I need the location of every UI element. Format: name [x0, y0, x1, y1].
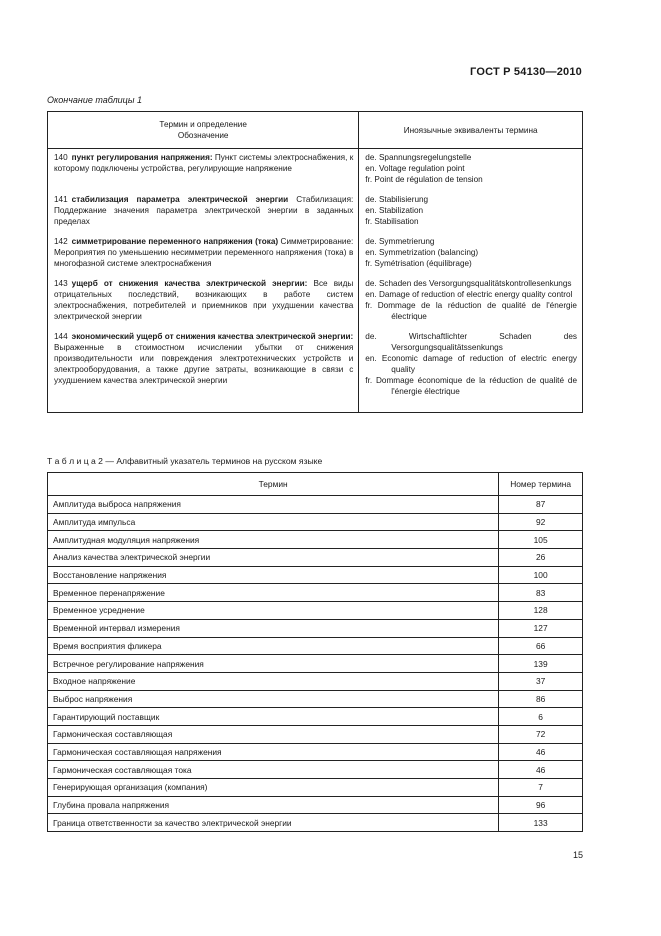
table-row	[48, 796, 583, 814]
table2-caption: Т а б л и ц а 2 — Алфавитный указатель терминов на русском языке	[47, 456, 323, 466]
header-term-line2: Обозначение	[177, 131, 229, 140]
page-number: 15	[572, 850, 583, 860]
table2-header-term: Термин	[48, 473, 499, 496]
table-row	[48, 761, 583, 779]
index-term-number: 127	[499, 619, 583, 637]
term-definition: Симметрирование: Мероприятия по уменьшению несимметрии переменного напряжения (тока) в многофазной системе электроснабжения	[54, 237, 354, 268]
document-code: ГОСТ Р 54130—2010	[470, 66, 582, 78]
equivalent-term: de. Symmetrierung	[365, 237, 435, 246]
index-term: Временной интервал измерения	[48, 619, 499, 637]
table-row	[48, 690, 583, 708]
equivalent-term: en. Stabilization	[365, 206, 424, 215]
index-term: Глубина провала напряжения	[48, 796, 499, 814]
table-row	[48, 619, 583, 637]
table-row	[48, 602, 583, 620]
table-row	[48, 655, 583, 673]
equivalent-term: fr. Symétrisation (équilibrage)	[365, 259, 472, 268]
table-row	[48, 814, 583, 832]
index-term: Амплитудная модуляция напряжения	[48, 531, 499, 549]
index-term-number: 128	[499, 602, 583, 620]
table-row	[48, 496, 583, 514]
table-row	[48, 725, 583, 743]
table-row	[48, 708, 583, 726]
term-entry	[54, 331, 353, 397]
index-term: Временное перенапряжение	[48, 584, 499, 602]
equivalent-term: fr. Dommage de la réduction de qualité de l'énergie électrique	[365, 301, 577, 321]
equivalent-term: fr. Point de régulation de tension	[365, 175, 483, 184]
index-term-number: 6	[499, 708, 583, 726]
equivalent-term: de. Stabilisierung	[365, 195, 429, 204]
index-term: Восстановление напряжения	[48, 566, 499, 584]
terms-column	[48, 149, 359, 413]
term-definition: Стабилизация: Поддержание значения параметра электрической энергии в заданных пределах	[54, 195, 354, 226]
index-term: Амплитуда импульса	[48, 513, 499, 531]
index-term: Гармоническая составляющая напряжения	[48, 743, 499, 761]
equivalent-term: en. Voltage regulation point	[365, 164, 465, 173]
index-term: Амплитуда выброса напряжения	[48, 496, 499, 514]
index-term-number: 46	[499, 761, 583, 779]
terms-definitions-table	[47, 111, 583, 413]
index-term: Временное усреднение	[48, 602, 499, 620]
term-name: ущерб от снижения качества электрической энергии:	[71, 279, 308, 288]
header-term-line1: Термин и определение	[159, 120, 247, 129]
table1-header-equivalents: Иноязычные эквиваленты термина	[359, 112, 583, 149]
index-term-number: 37	[499, 672, 583, 690]
equivalent-term: de. Schaden des Versorgungsqualitätskontrollesenkungs	[365, 279, 572, 288]
equivalent-term: fr. Stabilisation	[365, 217, 419, 226]
term-number: 144	[54, 332, 68, 341]
equivalent-term: en. Economic damage of reduction of electric energy quality	[365, 354, 577, 374]
index-term: Граница ответственности за качество электрической энергии	[48, 814, 499, 832]
table-row	[48, 672, 583, 690]
table-row	[48, 549, 583, 567]
index-term: Гармоническая составляющая	[48, 725, 499, 743]
term-definition: Выраженные в стоимостном исчислении убытки от снижения производительности или повреждения электротехнических устройств и электрооборудования, а также другие затраты, возникающие в связи с ухудшением качества электрической энергии	[54, 343, 354, 385]
equivalents-entry	[365, 194, 577, 227]
alphabetical-index-table	[47, 472, 583, 832]
term-entry	[54, 236, 353, 269]
equivalents-entry	[365, 152, 577, 185]
table-row	[48, 566, 583, 584]
term-name: стабилизация параметра электрической энергии	[71, 195, 289, 204]
table1-caption: Окончание таблицы 1	[47, 95, 142, 105]
index-term-number: 46	[499, 743, 583, 761]
equivalent-term: de. Spannungsregelungstelle	[365, 153, 472, 162]
table-row	[48, 779, 583, 797]
index-term-number: 87	[499, 496, 583, 514]
term-definition: Все виды отрицательных последствий, возникающих в работе систем электроснабжения, потребителей и приемников при ухудшении качества электрической энергии	[54, 279, 354, 321]
index-term-number: 96	[499, 796, 583, 814]
equivalents-column	[359, 149, 583, 413]
term-number: 142	[54, 237, 68, 246]
index-term-number: 7	[499, 779, 583, 797]
equivalent-term: en. Damage of reduction of electric energy quality control	[365, 290, 573, 299]
index-term-number: 139	[499, 655, 583, 673]
index-term: Гарантирующий поставщик	[48, 708, 499, 726]
term-number: 140	[54, 153, 68, 162]
equivalents-entry	[365, 236, 577, 269]
index-term: Время восприятия фликера	[48, 637, 499, 655]
equivalent-term: en. Symmetrization (balancing)	[365, 248, 479, 257]
table-row	[48, 531, 583, 549]
index-term-number: 100	[499, 566, 583, 584]
table-row	[48, 743, 583, 761]
table-row	[48, 584, 583, 602]
term-name: экономический ущерб от снижения качества электрической энергии:	[71, 332, 354, 341]
table-row	[48, 513, 583, 531]
table-row	[48, 637, 583, 655]
term-name: пункт регулирования напряжения:	[71, 153, 213, 162]
equivalents-entry	[365, 331, 577, 397]
index-term-number: 26	[499, 549, 583, 567]
index-term-number: 66	[499, 637, 583, 655]
term-name: симметрирование переменного напряжения (тока)	[71, 237, 279, 246]
table1-header-term	[48, 112, 359, 149]
equivalent-term: fr. Dommage économique de la réduction de qualité de l'énergie électrique	[365, 376, 577, 396]
index-term-number: 86	[499, 690, 583, 708]
term-entry	[54, 194, 353, 227]
term-number: 141	[54, 195, 68, 204]
term-entry	[54, 152, 353, 185]
index-term: Анализ качества электрической энергии	[48, 549, 499, 567]
index-term-number: 133	[499, 814, 583, 832]
index-term-number: 105	[499, 531, 583, 549]
term-entry	[54, 278, 353, 322]
equivalents-entry	[365, 278, 577, 322]
index-term-number: 72	[499, 725, 583, 743]
term-definition: Пункт системы электроснабжения, к которому подключены устройства, регулирующие напряжение	[54, 153, 354, 173]
table2-header-number: Номер термина	[499, 473, 583, 496]
index-term: Выброс напряжения	[48, 690, 499, 708]
index-term: Гармоническая составляющая тока	[48, 761, 499, 779]
equivalent-term: de. Wirtschaftlichter Schaden des Versorgungsqualitätssenkungs	[365, 332, 577, 352]
index-term: Генерирующая организация (компания)	[48, 779, 499, 797]
index-term-number: 83	[499, 584, 583, 602]
term-number: 143	[54, 279, 68, 288]
index-term-number: 92	[499, 513, 583, 531]
index-term: Встречное регулирование напряжения	[48, 655, 499, 673]
index-term: Входное напряжение	[48, 672, 499, 690]
